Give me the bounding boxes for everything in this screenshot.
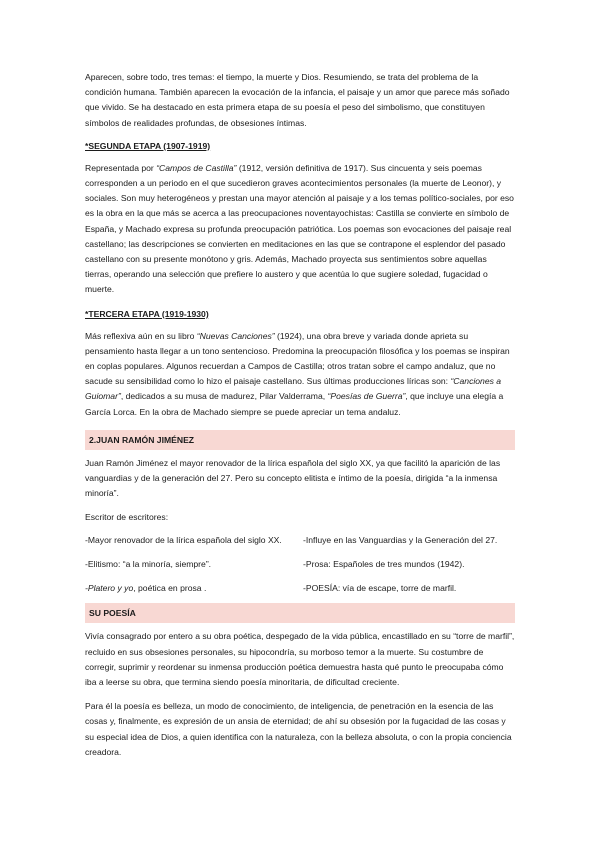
tercera-text-a: Más reflexiva aún en su libro <box>85 330 197 341</box>
jrj-row-1-right: -Influye en las Vanguardias y la Generación del 27. <box>303 535 498 546</box>
segunda-etapa-heading: *SEGUNDA ETAPA (1907-1919) <box>85 140 211 151</box>
poesia-paragraph-2: Para él la poesía es belleza, un modo de conocimiento, de inteligencia, de penetración en la esencia de las cosas y, finalmente, es expresión de un ansia de eternidad; de ahí su obsesión por la fugacidad de las cosas y su especial idea de Dios, a quien identifica con la naturaleza, con la belleza absoluta, o con la propia conciencia creadora. <box>85 701 512 757</box>
su-poesia-heading: SU POESÍA <box>85 603 515 623</box>
segunda-etapa-paragraph <box>85 161 515 298</box>
jrj-row-1-left: -Mayor renovador de la lírica española del siglo XX. <box>85 535 282 546</box>
juan-ramon-jimenez-heading: 2.JUAN RAMÓN JIMÉNEZ <box>85 430 515 450</box>
segunda-text-b: (1912, versión definitiva de 1917). Sus cincuenta y seis poemas corresponden a un periodo en el que sucedieron graves acontecimientos personales (la muerte de Leonor), y sociales. Son muy heterogéneos y prestan una mayor atención al paisaje y a los temas político-sociales, por eso es la obra en la que más se acerca a las preocupaciones noventayochistas: Castilla se convierte en símbolo de España, y Machado expresa su profunda preocupación patriótica. Los poemas son evocaciones del paisaje real castellano; las descripciones se convierten en meditaciones en las que se contrapone el esplendor del pasado castellano con su presente monótono y gris. Además, Machado proyecta sus sentimientos sobre aquellas tierras, operando una selección que prefiere lo austero y que acentúa lo que sugiere soledad, fugacidad o muerte. <box>85 162 514 295</box>
canciones-guiomar-title: “Canciones a Guiomar” <box>85 376 502 402</box>
jrj-intro-paragraph: Juan Ramón Jiménez el mayor renovador de la lírica española del siglo XX, ya que facilitó la aparición de las vanguardias y de la generación del 27. Pero su concepto elitista e íntimo de la poesía, dirigida “a la inmensa minoría”. <box>85 457 501 499</box>
jrj-row-3 <box>85 581 515 596</box>
escritor-label: Escritor de escritores: <box>85 512 169 523</box>
poesia-paragraph-1: Vivía consagrado por entero a su obra poética, despegado de la vida pública, encastillado en su “torre de marfil”, recluido en sus obsesiones personales, su hipocondría, su morboso temor a la muerte. Su costumbre de corregir, suprimir y reordenar su inmensa producción poética demuestra hasta qué punto le preocupaba cómo iba a leerse su obra, que termina siendo poesía minoritaria, de dificultad creciente. <box>85 631 515 688</box>
campos-de-castilla-title: “Campos de Castilla” <box>156 162 237 173</box>
jrj-row-3-left <box>85 581 303 596</box>
platero-title: -Platero y yo <box>85 583 134 594</box>
nuevas-canciones-title: “Nuevas Canciones” <box>196 330 275 341</box>
poesias-guerra-title: “Poesías de Guerra” <box>327 391 406 402</box>
document-page <box>85 70 515 766</box>
tercera-text-d: , que incluye una elegía a García Lorca. En la obra de Machado siempre se puede apreciar un tema andaluz. <box>85 391 504 417</box>
segunda-text-a: Representada por <box>85 162 157 173</box>
tercera-etapa-heading: *TERCERA ETAPA (1919-1930) <box>85 308 209 319</box>
tercera-etapa-paragraph <box>85 329 515 420</box>
jrj-row-2-left: -Elitismo: “a la minoría, siempre”. <box>85 559 212 570</box>
jrj-row-2-right: -Prosa: Españoles de tres mundos (1942). <box>303 559 465 570</box>
jrj-row-3-left-rest: , poética en prosa . <box>133 583 207 594</box>
jrj-row-2 <box>85 557 515 572</box>
tercera-text-b: (1924), una obra breve y variada donde aprieta su pensamiento hasta llegar a un tono sentencioso. Predomina la preocupación filosófica y los poemas se inspiran en coplas populares. Algunos recuerdan a Campos de Castilla; otros tratan sobre el campo andaluz, que no sacude su sensibilidad como lo hizo el paisaje castellano. Sus últimas producciones líricas son: <box>85 330 510 387</box>
intro-paragraph: Aparecen, sobre todo, tres temas: el tiempo, la muerte y Dios. Resumiendo, se trata del problema de la condición humana. También aparecen la evocación de la infancia, el paisaje y un amor que parece más soñado que vivido. Se ha destacado en esta primera etapa de su poesía el peso del simbolismo, que constituyen símbolos de realidades profundas, de obsesiones íntimas. <box>85 72 510 128</box>
tercera-text-c: , dedicados a su musa de madurez, Pilar Valderrama, <box>120 391 328 402</box>
jrj-row-3-right: -POESÍA: vía de escape, torre de marfil. <box>303 583 457 594</box>
jrj-row-1 <box>85 533 515 548</box>
